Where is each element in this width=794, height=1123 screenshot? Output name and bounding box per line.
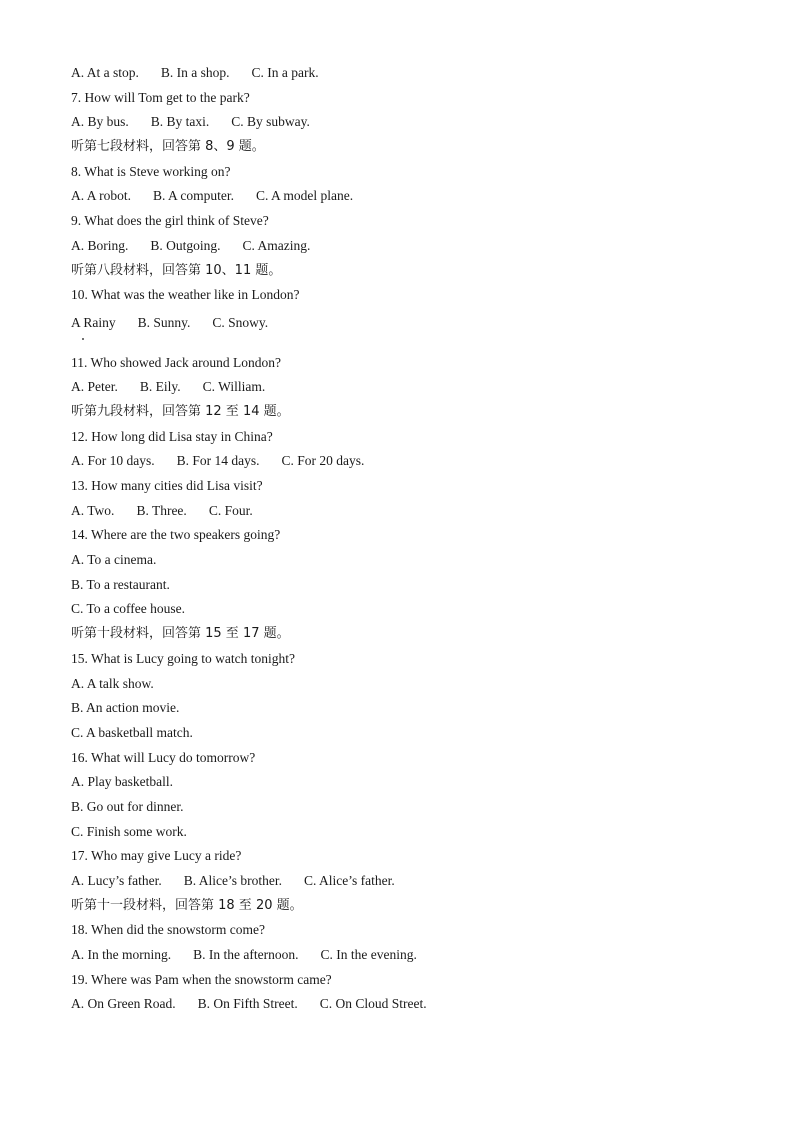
option-c: C. A model plane. (256, 188, 354, 204)
options-line (71, 992, 751, 1017)
option-b: B. Alice’s brother. (183, 873, 282, 888)
options-line (71, 943, 751, 968)
option-a: A. Play basketball. (71, 774, 173, 790)
option-b: B. In a shop. (160, 65, 230, 80)
exam-page (71, 61, 751, 1017)
option-b: B. An action movie. (71, 700, 180, 716)
option-a: A. By bus. (71, 114, 129, 130)
option-c: C. In a park. (251, 65, 319, 80)
question-10: 10. What was the weather like in London? (71, 287, 300, 303)
question-11: 11. Who showed Jack around London? (71, 354, 281, 370)
options-line (71, 61, 751, 86)
section-heading: 听第九段材料，回答第 12 至 14 题。 (71, 403, 290, 419)
question-18: 18. When did the snowstorm come? (71, 922, 265, 938)
options-line (71, 234, 751, 259)
option-a: A. On Green Road. (71, 996, 176, 1012)
option-c: C. Alice’s father. (303, 873, 395, 888)
section-heading: 听第十段材料，回答第 15 至 17 题。 (71, 626, 290, 642)
options-line (71, 311, 751, 336)
option-a: A. For 10 days. (71, 453, 155, 469)
option-b: B. On Fifth Street. (197, 996, 298, 1012)
option-b: B. Go out for dinner. (71, 798, 184, 814)
question-15: 15. What is Lucy going to watch tonight? (71, 650, 295, 666)
option-b: B. Three. (136, 502, 187, 518)
question-16: 16. What will Lucy do tomorrow? (71, 749, 256, 765)
options-line (71, 110, 751, 135)
option-a: A. Peter. (71, 379, 118, 395)
option-a: A Rainy (71, 314, 116, 330)
option-a: A. Two. (71, 502, 115, 518)
option-b: B. For 14 days. (176, 453, 260, 469)
option-b: B. Outgoing. (150, 237, 221, 253)
option-c: C. In the evening. (320, 947, 417, 963)
option-c: C. Snowy. (212, 314, 269, 330)
option-a: A. A talk show. (71, 675, 154, 691)
option-c: C. Four. (208, 502, 253, 518)
option-c: C. Amazing. (242, 237, 311, 253)
option-b: B. In the afternoon. (193, 947, 299, 963)
question-8: 8. What is Steve working on? (71, 163, 231, 179)
option-b: B. By taxi. (150, 114, 210, 130)
option-c: C. By subway. (231, 114, 310, 130)
option-c: C. William. (202, 379, 266, 395)
options-line (71, 869, 751, 894)
option-b: B. Sunny. (137, 314, 191, 330)
option-a: A. A robot. (71, 188, 132, 204)
section-heading: 听第七段材料，回答第 8、9 题。 (71, 139, 265, 155)
question-13: 13. How many cities did Lisa visit? (71, 478, 263, 493)
question-12: 12. How long did Lisa stay in China? (71, 428, 273, 444)
option-a: A. To a cinema. (71, 552, 157, 568)
question-9: 9. What does the girl think of Steve? (71, 213, 269, 229)
option-c: C. A basketball match. (71, 724, 193, 740)
option-c: C. On Cloud Street. (319, 996, 427, 1012)
section-heading: 听第八段材料，回答第 10、11 题。 (71, 262, 282, 278)
question-7: 7. How will Tom get to the park? (71, 89, 250, 105)
question-17: 17. Who may give Lucy a ride? (71, 848, 242, 864)
option-a: A. Lucy’s father. (71, 873, 162, 888)
option-b: B. A computer. (153, 188, 235, 204)
option-c: C. For 20 days. (281, 453, 365, 469)
options-line (71, 184, 751, 209)
option-a: A. At a stop. (71, 65, 139, 80)
option-b: B. To a restaurant. (71, 576, 170, 592)
options-line (71, 375, 751, 400)
option-a: A. In the morning. (71, 947, 172, 963)
option-c: C. Finish some work. (71, 823, 187, 839)
option-b: B. Eily. (139, 379, 181, 395)
option-c: C. To a coffee house. (71, 601, 186, 617)
section-heading: 听第十一段材料，回答第 18 至 20 题。 (71, 897, 303, 913)
option-a: A. Boring. (71, 237, 129, 253)
question-19: 19. Where was Pam when the snowstorm came? (71, 971, 332, 987)
options-line (71, 449, 751, 474)
stray-dot-mark (82, 338, 84, 340)
question-14: 14. Where are the two speakers going? (71, 527, 281, 543)
options-line (71, 499, 751, 524)
